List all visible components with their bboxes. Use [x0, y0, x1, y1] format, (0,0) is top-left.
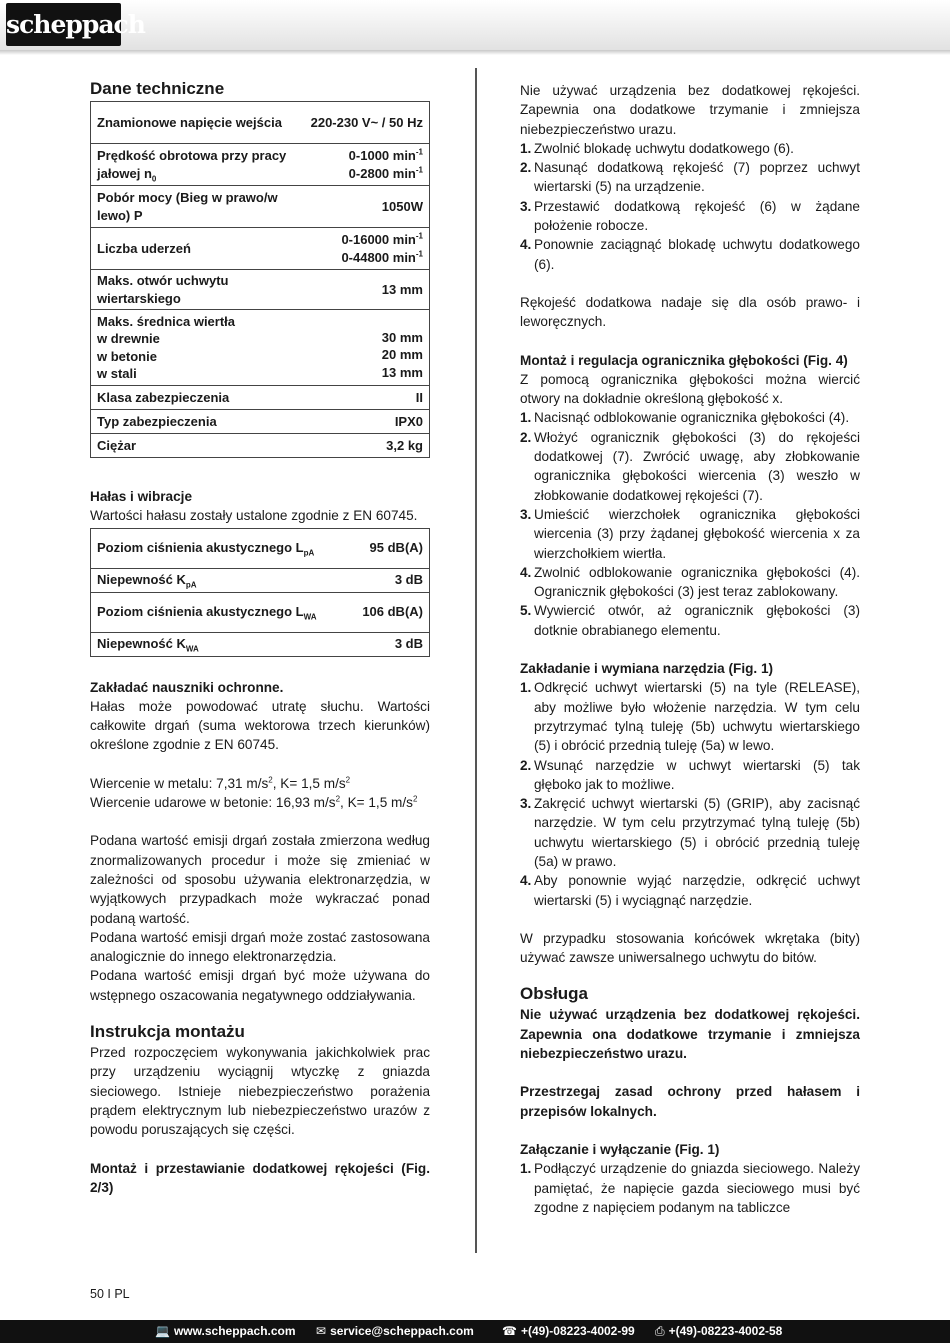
page-header	[0, 0, 950, 51]
table-row	[91, 568, 430, 592]
emission-text-3: Podana wartość emisji drgań być może używana do wstępnego oszacowania negatywnego oddziaływania.	[90, 968, 430, 1003]
tool-change-steps	[520, 678, 860, 910]
list-item: 2. Nasunąć dodatkową rękojeść (7) poprzez uchwyt wiertarski (5) na urządzenie.	[520, 160, 860, 195]
operation-warning: Nie używać urządzenia bez dodatkowej rękojeści. Zapewnia ona dodatkowe trzymanie i zmniejsza niebezpieczeństwo urazu.	[520, 1007, 860, 1062]
spec-value: II	[293, 386, 430, 410]
noise-value: 95 dB(A)	[333, 528, 430, 568]
vibration-concrete: Wiercenie udarowe w betonie: 16,93 $m/s^2$, K= 1,5 $m/s^2$	[90, 794, 418, 811]
spec-value: 13 mm	[293, 270, 430, 310]
tech-data-heading: Dane techniczne	[90, 79, 225, 98]
table-row	[91, 310, 430, 386]
operation-heading: Obsługa	[520, 984, 589, 1004]
noise-value: 3 dB	[333, 632, 430, 656]
list-item: 4. Aby ponownie wyjąć narzędzie, odkręcić uchwyt wiertarski (5) i wyciągnąć narzędzie.	[520, 873, 860, 908]
right-column	[520, 81, 860, 1217]
list-item: 3. Umieścić wierzchołek ogranicznika głębokości wiercenia (3) przy żądanej głębokość wiercenia x za wierzchołkiem wiertła.	[520, 506, 860, 561]
footer-email[interactable]: ✉ service@scheppach.com	[316, 1324, 474, 1338]
vibration-metal: Wiercenie w metalu: 7,31 $m/s^2$, K= 1,5 $m/s^2$	[90, 775, 351, 791]
noise-text: Wartości hałasu zostały ustalone zgodnie z EN 60745.	[90, 508, 418, 524]
noise-label: Niepewność $K_{WA}$	[91, 632, 334, 656]
emission-text-2: Podana wartość emisji drgań może zostać zastosowana analogicznie do innego elektronarzędzia.	[90, 929, 430, 965]
list-item: 5. Wywiercić otwór, aż ogranicznik głębokości (3) dotknie obrabianego elementu.	[520, 603, 860, 638]
depth-stop-intro: Z pomocą ogranicznika głębokości można wiercić otwory na dokładnie określoną głębokość x.	[520, 371, 860, 407]
spec-value: 220-230 V~ / 50 Hz	[293, 102, 430, 144]
list-item: 1. Zwolnić blokadę uchwytu dodatkowego (6).	[520, 140, 794, 156]
noise-value: 3 dB	[333, 568, 430, 592]
switch-steps	[520, 1159, 860, 1217]
ear-protection-heading: Zakładać nauszniki ochronne.	[90, 679, 284, 695]
spec-label: Ciężar	[91, 434, 294, 458]
noise-heading: Hałas i wibracje	[90, 489, 193, 504]
spec-label: Klasa zabezpieczenia	[91, 386, 294, 410]
spec-label: Znamionowe napięcie wejścia	[91, 102, 294, 144]
noise-label: Poziom ciśnienia akustycznego $L_{pA}$	[91, 528, 334, 568]
handle-steps	[520, 139, 860, 274]
spec-label: Liczba uderzeń	[91, 228, 294, 270]
noise-label: Poziom ciśnienia akustycznego $L_{WA}$	[91, 592, 334, 632]
footer-phone[interactable]: ☎ +(49)-08223-4002-99	[502, 1324, 635, 1338]
bits-note: W przypadku stosowania końcówek wkrętaka (bity) używać zawsze uniwersalnego uchwytu do bitów.	[520, 930, 860, 966]
handle-heading: Montaż i przestawianie dodatkowej rękojeści (Fig. 2/3)	[90, 1160, 430, 1195]
tool-change-heading: Zakładanie i wymiana narzędzia (Fig. 1)	[520, 661, 774, 677]
spec-value: IPX0	[293, 410, 430, 434]
noise-table	[90, 528, 430, 657]
assembly-text: Przed rozpoczęciem wykonywania jakichkolwiek prac przy urządzeniu wyciągnij wtyczkę z gniazda sieciowego. Istnieje niebezpieczeństwo porażenia prądem elektrycznym lub niebezpieczeństwo urazów z powodu poruszających się części.	[90, 1045, 430, 1138]
table-row	[91, 528, 430, 568]
emission-text-1: Podana wartość emisji drgań została zmierzona według znormalizowanych procedur i może się zmieniać w zależności od sposobu używania elektronarzędzia, w wyjątkowych przypadkach może wykraczać ponad podaną wartość.	[90, 833, 430, 926]
depth-stop-steps	[520, 408, 860, 640]
list-item: 2. Włożyć ogranicznik głębokości (3) do rękojeści dodatkowej (7). Zwrócić uwagę, aby złobkowanie ogranicznika głębokości wiercenia (3) weszło w złobkowanie dodatkowej rękojeści (7).	[520, 429, 860, 503]
noise-label: Niepewność $K_{pA}$	[91, 568, 334, 592]
spec-value: 0-1000 $\min^{-1}$ 0-2800 $\min^{-1}$	[293, 144, 430, 186]
phone-icon: ☎	[502, 1324, 517, 1338]
noise-value: 106 dB(A)	[333, 592, 430, 632]
footer-fax: ⎙ +(49)-08223-4002-58	[655, 1324, 783, 1338]
spec-label: Maks. średnica wiertła w drewnie w betonie w stali	[91, 310, 294, 386]
footer-bar	[0, 1320, 950, 1343]
list-item: 4. Zwolnić odblokowanie ogranicznika głębokości (4). Ogranicznik głębokości (3) jest teraz zablokowany.	[520, 564, 860, 600]
footer-website[interactable]: 💻 www.scheppach.com	[155, 1324, 296, 1338]
list-item: 3. Zakręcić uchwyt wiertarski (5) (GRIP), aby zacisnąć narzędzie. W tym celu przytrzymać tylną tuleję (5b) uchwytu wiertarskiego (5) i obrócić przednią tuleję (5a) w prawo.	[520, 796, 860, 869]
spec-label: Typ zabezpieczenia	[91, 410, 294, 434]
assembly-heading: Instrukcja montażu	[90, 1022, 245, 1042]
spec-label: Pobór mocy (Bieg w prawo/w lewo) P	[91, 186, 294, 228]
list-item: 3. Przestawić dodatkową rękojeść (6) w żądane położenie robocze.	[520, 198, 860, 234]
table-row	[91, 144, 430, 186]
table-row	[91, 102, 430, 144]
header-shadow	[0, 50, 950, 55]
list-item: 1. Odkręcić uchwyt wiertarski (5) na tyle (RELEASE), aby możliwe było włożenie narzędzia. W tym celu przytrzymać tylną tuleję (5b) uchwytu wiertarskiego (5) i obrócić przednią tuleję (5a) w lewo.	[520, 680, 860, 754]
spec-value: 30 mm 20 mm 13 mm	[293, 310, 430, 386]
spec-value: 3,2 kg	[293, 434, 430, 458]
handle-intro: Nie używać urządzenia bez dodatkowej rękojeści. Zapewnia ona dodatkowe trzymanie i zmniejsza niebezpieczeństwo urazu.	[520, 83, 860, 137]
table-row	[91, 386, 430, 410]
table-row	[91, 270, 430, 310]
table-row	[91, 632, 430, 656]
page-number: 50 I PL	[90, 1287, 130, 1301]
list-item: 1. Nacisnąć odblokowanie ogranicznika głębokości (4).	[520, 410, 850, 426]
scheppach-logo: scheppach	[6, 3, 121, 46]
list-item: 1. Podłączyć urządzenie do gniazda sieciowego. Należy pamiętać, że napięcie gazda sieciowego musi być zgodne z napięciem podanym na tabliczce	[520, 1161, 860, 1215]
left-column	[90, 78, 430, 1197]
spec-value: 0-16000 $\min^{-1}$ 0-44800 $\min^{-1}$	[293, 228, 430, 270]
depth-stop-heading: Montaż i regulacja ogranicznika głębokości (Fig. 4)	[520, 352, 848, 368]
spec-label: Maks. otwór uchwytu wiertarskiego	[91, 270, 294, 310]
ear-protection-text: Hałas może powodować utratę słuchu. Wartości całkowite drgań (suma wektorowa trzech kierunków) określone zgodnie z EN 60745.	[90, 698, 430, 753]
spec-value: 1050W	[293, 186, 430, 228]
envelope-icon: ✉	[316, 1324, 327, 1338]
fax-icon: ⎙	[655, 1324, 665, 1338]
table-row	[91, 228, 430, 270]
table-row	[91, 410, 430, 434]
tech-data-table	[90, 101, 430, 458]
column-divider	[475, 68, 477, 1253]
table-row	[91, 592, 430, 632]
switch-heading: Załączanie i wyłączanie (Fig. 1)	[520, 1141, 720, 1157]
table-row	[91, 434, 430, 458]
operation-noise-note: Przestrzegaj zasad ochrony przed hałasem i przepisów lokalnych.	[520, 1084, 860, 1119]
list-item: 4. Ponownie zaciągnąć blokadę uchwytu dodatkowego (6).	[520, 237, 860, 272]
handle-note: Rękojeść dodatkowa nadaje się dla osób prawo- i leworęcznych.	[520, 294, 860, 330]
table-row	[91, 186, 430, 228]
computer-icon: 💻	[155, 1324, 170, 1338]
spec-label: Prędkość obrotowa przy pracy jałowej $n_0$	[91, 144, 294, 186]
list-item: 2. Wsunąć narzędzie w uchwyt wiertarski (5) tak głęboko jak to możliwe.	[520, 757, 860, 792]
